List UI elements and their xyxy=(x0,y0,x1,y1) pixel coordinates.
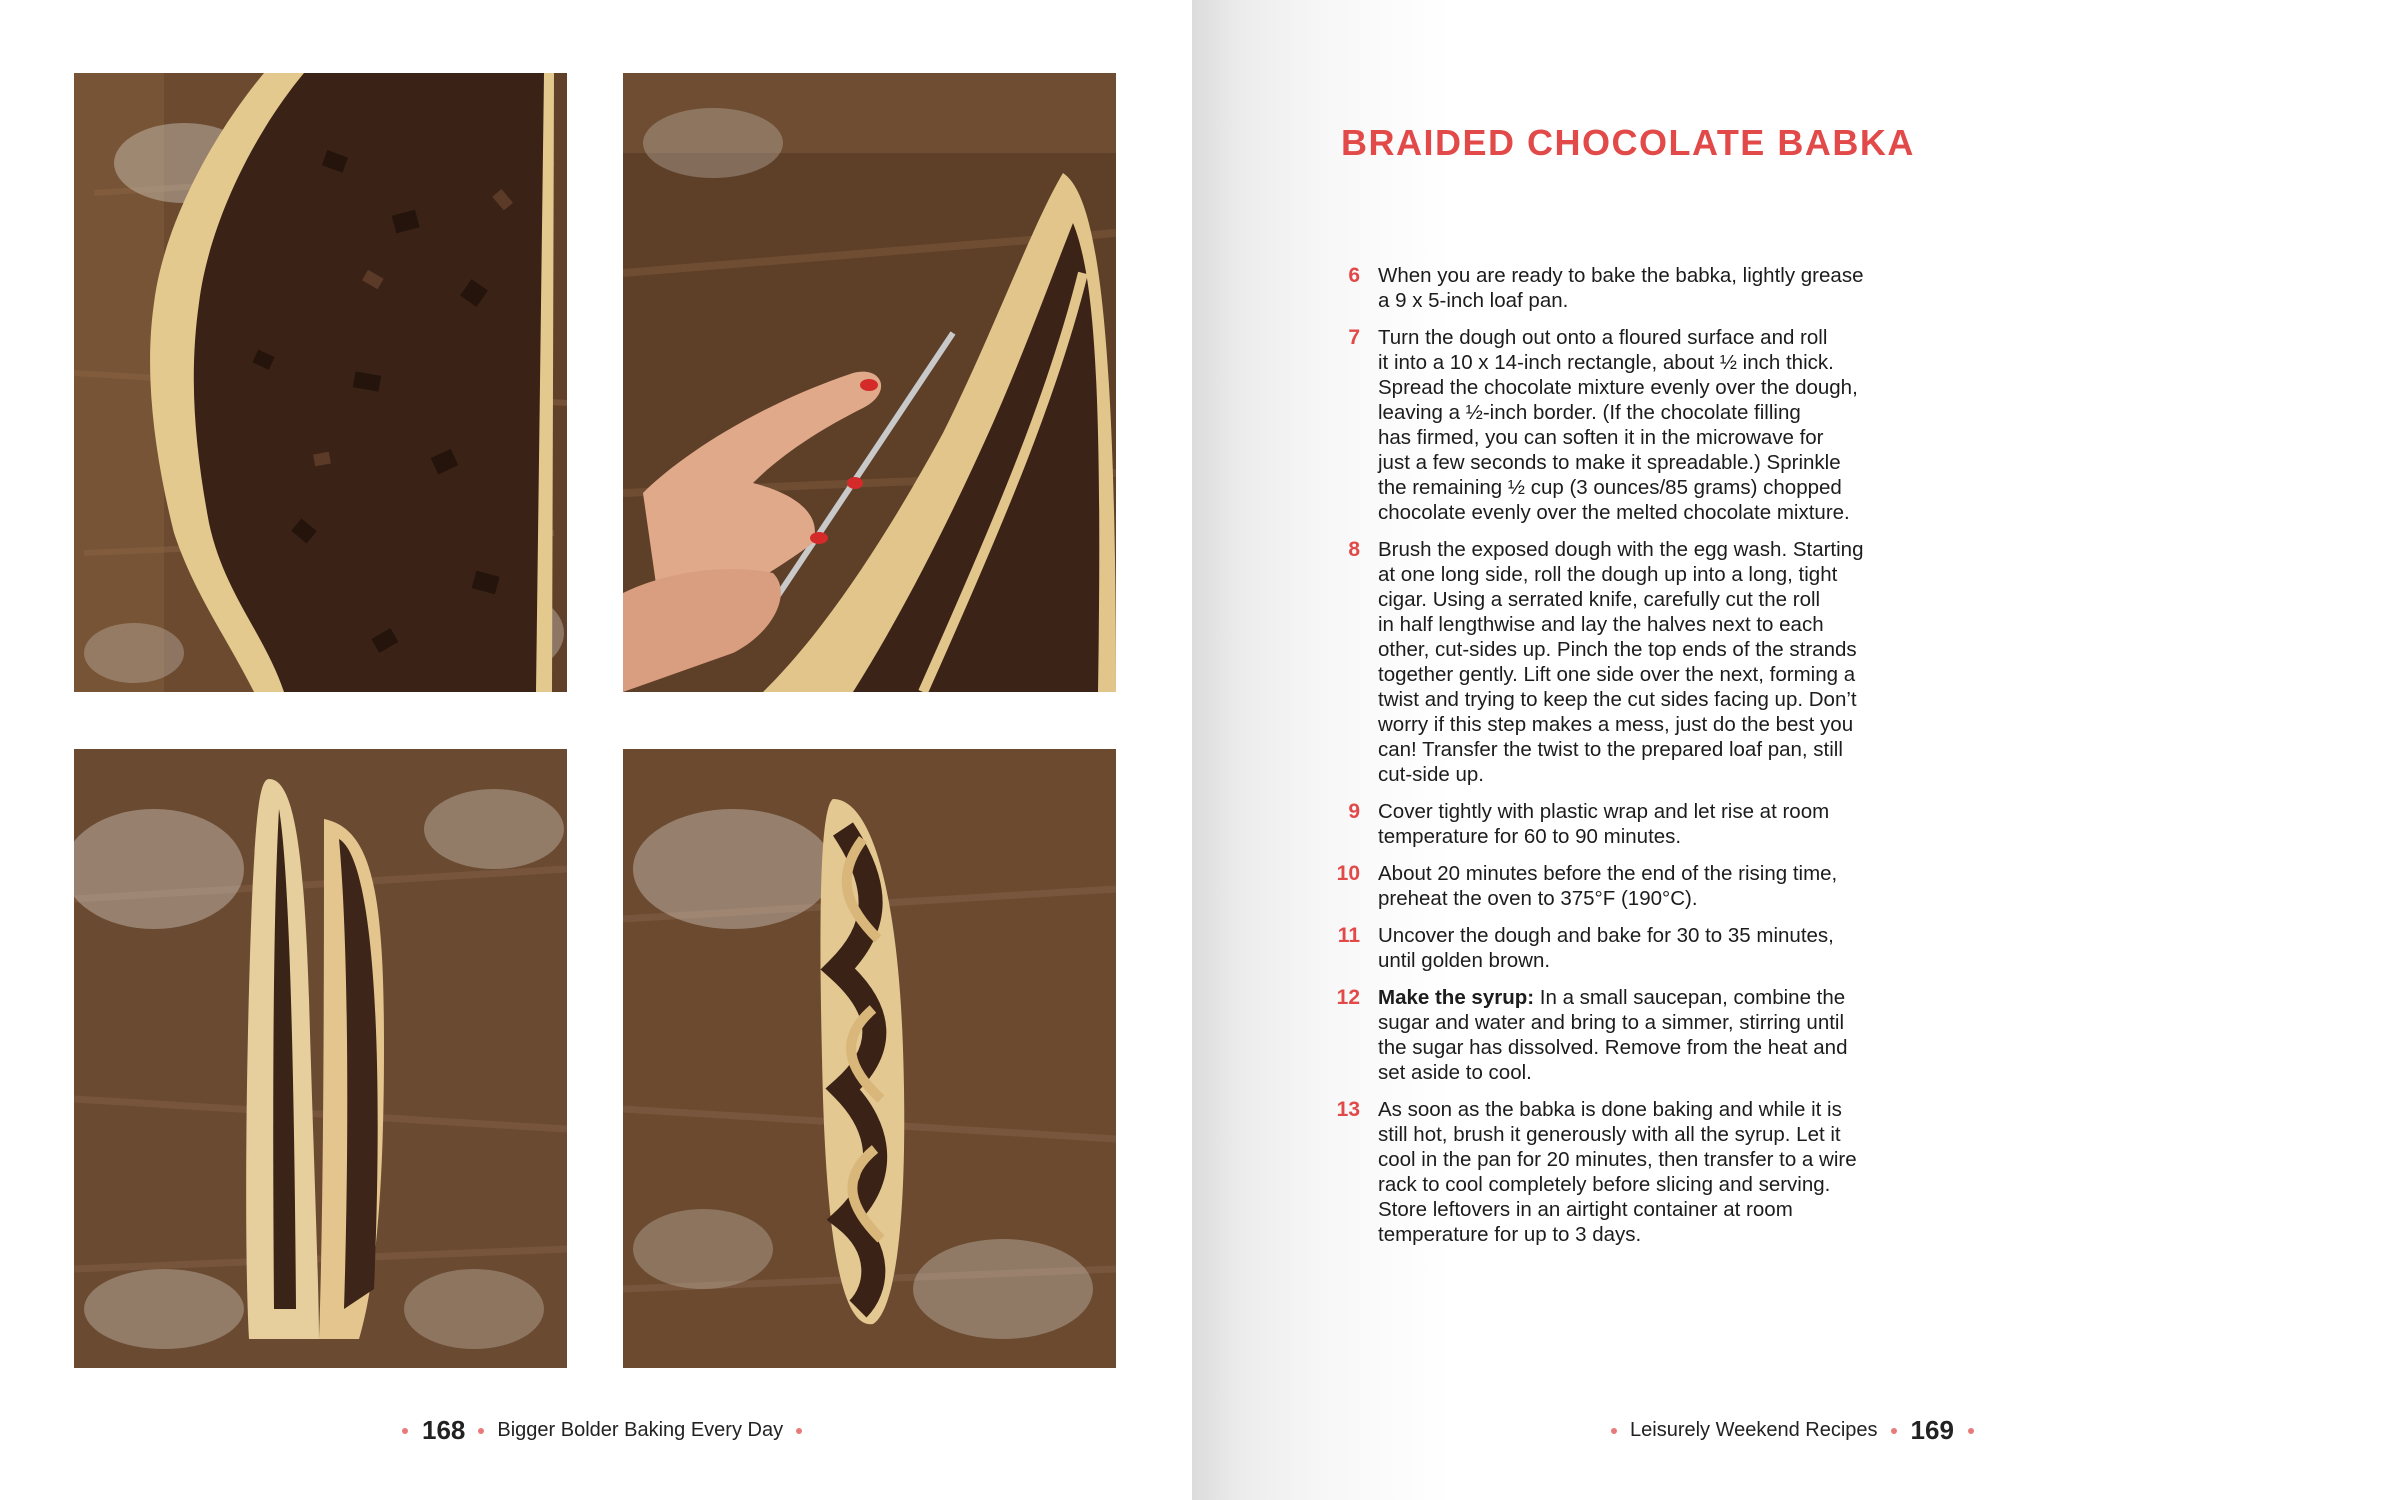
step-text-line: twist and trying to keep the cut sides facing up. Don’t xyxy=(1378,688,1857,711)
step-text-line: the remaining ½ cup (3 ounces/85 grams) chopped xyxy=(1378,476,1842,499)
step-text-line: has firmed, you can soften it in the microwave for xyxy=(1378,426,1824,449)
footer-bullet xyxy=(796,1428,802,1434)
photo-halves-side-by-side xyxy=(74,749,567,1368)
step-text-line: Cover tightly with plastic wrap and let rise at room xyxy=(1378,800,1830,823)
photo-twisted-braid xyxy=(623,749,1116,1368)
step-text-line: in half lengthwise and lay the halves next to each xyxy=(1378,613,1824,636)
page-number-left: 168 xyxy=(422,1415,466,1445)
step-text xyxy=(1378,923,1890,973)
step-text-line: worry if this step makes a mess, just do the best you xyxy=(1378,713,1854,736)
step-text-line: chocolate evenly over the melted chocolate mixture. xyxy=(1378,501,1850,524)
step-text-line: can! Transfer the twist to the prepared loaf pan, still xyxy=(1378,738,1843,761)
footer-right xyxy=(1611,1415,1974,1446)
step-item xyxy=(1330,1097,1890,1247)
step-item xyxy=(1330,985,1890,1085)
photo-cutting-rolled-dough xyxy=(623,73,1116,692)
step-text-line: Brush the exposed dough with the egg wash. Starting xyxy=(1378,538,1864,561)
step-text-line: sugar and water and bring to a simmer, stirring until xyxy=(1378,1011,1845,1034)
step-text-line: a 9 x 5-inch loaf pan. xyxy=(1378,289,1569,312)
step-text-line: Uncover the dough and bake for 30 to 35 minutes, xyxy=(1378,924,1834,947)
step-text-line: cut-side up. xyxy=(1378,763,1484,786)
step-text-line: until golden brown. xyxy=(1378,949,1551,972)
step-text-line: at one long side, roll the dough up into a long, tight xyxy=(1378,563,1838,586)
step-item xyxy=(1330,861,1890,911)
footer-bullet xyxy=(1611,1428,1617,1434)
step-item xyxy=(1330,537,1890,787)
recipe-title: BRAIDED CHOCOLATE BABKA xyxy=(1341,122,1915,163)
step-item xyxy=(1330,325,1890,525)
step-text xyxy=(1378,263,1890,313)
step-item xyxy=(1330,799,1890,849)
step-text-line: leaving a ½-inch border. (If the chocolate filling xyxy=(1378,401,1801,424)
step-lead: Make the syrup: xyxy=(1378,986,1535,1009)
step-text-line: As soon as the babka is done baking and while it is xyxy=(1378,1098,1842,1121)
step-number: 13 xyxy=(1336,1098,1360,1121)
step-text xyxy=(1378,799,1890,849)
step-text-line: temperature for up to 3 days. xyxy=(1378,1223,1642,1246)
step-item xyxy=(1330,923,1890,973)
footer-left xyxy=(402,1415,802,1446)
step-number: 8 xyxy=(1348,538,1360,561)
step-item xyxy=(1330,263,1890,313)
step-text-line: preheat the oven to 375°F (190°C). xyxy=(1378,887,1698,910)
step-text-line: About 20 minutes before the end of the rising time, xyxy=(1378,862,1838,885)
step-text xyxy=(1378,1097,1890,1247)
step-text-line: the sugar has dissolved. Remove from the heat and xyxy=(1378,1036,1848,1059)
step-text-line: temperature for 60 to 90 minutes. xyxy=(1378,825,1682,848)
step-text-line: together gently. Lift one side over the next, forming a xyxy=(1378,663,1856,686)
footer-bullet xyxy=(402,1428,408,1434)
step-number: 9 xyxy=(1348,800,1360,823)
step-text-line: Turn the dough out onto a floured surface and roll xyxy=(1378,326,1828,349)
step-text-line: other, cut-sides up. Pinch the top ends of the strands xyxy=(1378,638,1857,661)
step-text-rest: In a small saucepan, combine the xyxy=(1534,986,1846,1009)
step-text-line xyxy=(1378,985,1890,1010)
step-text-line: When you are ready to bake the babka, lightly grease xyxy=(1378,264,1864,287)
section-title: Leisurely Weekend Recipes xyxy=(1630,1419,1878,1441)
footer-bullet xyxy=(1968,1428,1974,1434)
step-text-line: cigar. Using a serrated knife, carefully cut the roll xyxy=(1378,588,1821,611)
step-number: 6 xyxy=(1348,264,1360,287)
step-text-line: it into a 10 x 14-inch rectangle, about ½ inch thick. xyxy=(1378,351,1834,374)
step-number: 11 xyxy=(1337,924,1360,947)
step-number: 10 xyxy=(1336,862,1360,885)
step-text xyxy=(1378,325,1890,525)
step-text-line: rack to cool completely before slicing and serving. xyxy=(1378,1173,1831,1196)
page-number-right: 169 xyxy=(1910,1415,1954,1445)
step-text-line: set aside to cool. xyxy=(1378,1061,1532,1084)
footer-bullet xyxy=(478,1428,484,1434)
step-text-line: cool in the pan for 20 minutes, then transfer to a wire xyxy=(1378,1148,1857,1171)
step-text-line: Store leftovers in an airtight container at room xyxy=(1378,1198,1793,1221)
step-number: 12 xyxy=(1336,986,1360,1009)
step-text xyxy=(1378,537,1890,787)
instruction-steps xyxy=(1330,263,1890,1259)
step-text xyxy=(1378,985,1890,1085)
step-number: 7 xyxy=(1348,326,1360,349)
footer-bullet xyxy=(1891,1428,1897,1434)
book-title: Bigger Bolder Baking Every Day xyxy=(497,1419,784,1441)
step-text-line: still hot, brush it generously with all the syrup. Let it xyxy=(1378,1123,1841,1146)
step-text-line: Spread the chocolate mixture evenly over the dough, xyxy=(1378,376,1858,399)
step-text-line: just a few seconds to make it spreadable.) Sprinkle xyxy=(1378,451,1841,474)
photo-dough-with-chocolate xyxy=(74,73,567,692)
step-text xyxy=(1378,861,1890,911)
